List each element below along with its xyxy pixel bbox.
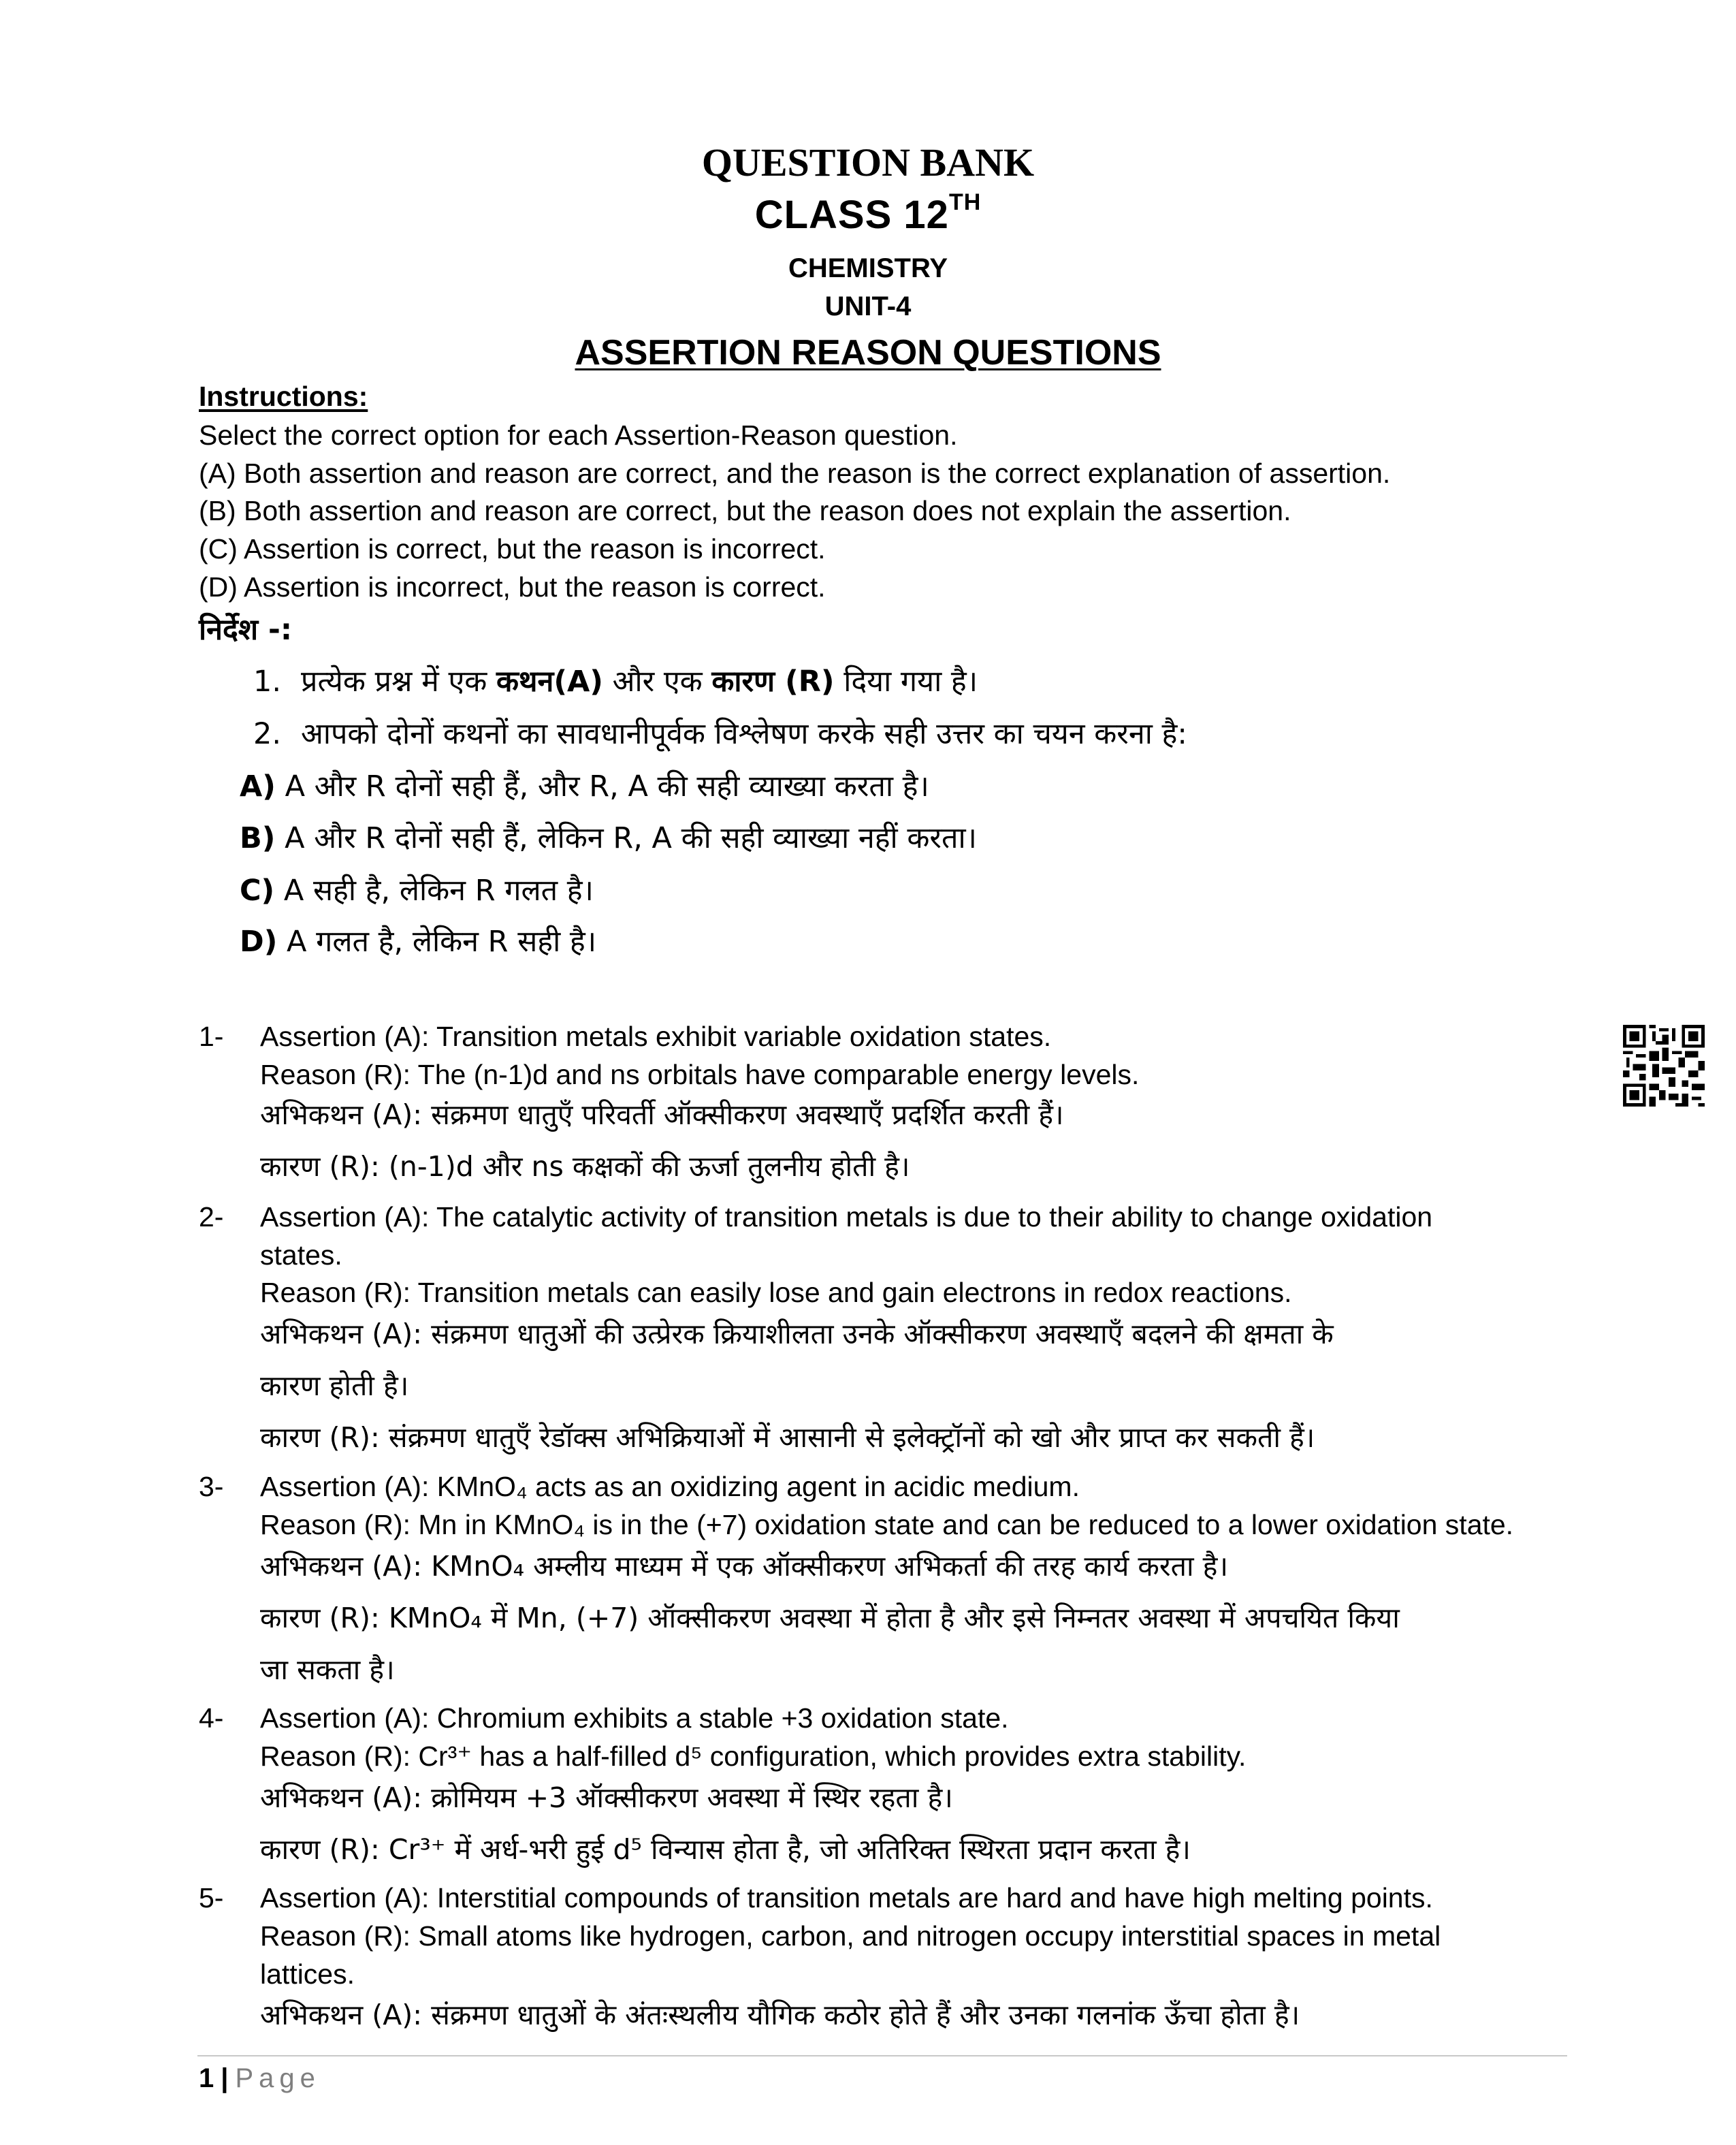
- question-hindi-reason: कारण (R): Cr³⁺ में अर्ध-भरी हुई d⁵ विन्यास होता है, जो अतिरिक्त स्थिरता प्रदान करता है।: [260, 1833, 1191, 1866]
- question-reason: Reason (R): Mn in KMnO₄ is in the (+7) oxidation state and can be reduced to a lower oxidation state.: [260, 1509, 1514, 1540]
- class-heading: [0, 189, 1736, 238]
- question-assertion: Assertion (A): The catalytic activity of transition metals is due to their ability to change oxidation: [260, 1201, 1433, 1233]
- hindi-instruction-point-1: [301, 667, 978, 697]
- question-hindi-assertion: अभिकथन (A): संक्रमण धातुओं के अंतःस्थलीय यौगिक कठोर होते हैं और उनका गलनांक ऊँचा होता है।: [260, 1999, 1300, 2031]
- hindi-text: दिया गया है।: [834, 665, 978, 699]
- class-heading-superscript: TH: [948, 189, 982, 215]
- question-reason: Reason (R): The (n-1)d and ns orbitals have comparable energy levels.: [260, 1059, 1140, 1090]
- option-label: D): [240, 925, 278, 959]
- instruction-line: (B) Both assertion and reason are correct, but the reason does not explain the assertion.: [199, 495, 1291, 526]
- question-hindi-assertion-continued: कारण होती है।: [260, 1369, 409, 1402]
- hindi-instruction-point-2: आपको दोनों कथनों का सावधानीपूर्वक विश्लेषण करके सही उत्तर का चयन करना है:: [301, 717, 1187, 751]
- question-number: 5-: [199, 1882, 224, 1913]
- question-hindi-reason: कारण (R): (n-1)d और ns कक्षकों की ऊर्जा तुलनीय होती है।: [260, 1150, 910, 1183]
- instruction-line: (D) Assertion is incorrect, but the reason is correct.: [199, 571, 826, 603]
- question-assertion-continued: states.: [260, 1239, 342, 1271]
- instruction-line: (A) Both assertion and reason are correct, and the reason is the correct explanation of assertion.: [199, 458, 1391, 489]
- question-reason: Reason (R): Small atoms like hydrogen, carbon, and nitrogen occupy interstitial spaces in metal: [260, 1920, 1441, 1952]
- question-hindi-assertion: अभिकथन (A): क्रोमियम +3 ऑक्सीकरण अवस्था में स्थिर रहता है।: [260, 1781, 953, 1814]
- hindi-option-a: [240, 769, 929, 804]
- question-assertion: Assertion (A): Transition metals exhibit variable oxidation states.: [260, 1021, 1052, 1052]
- class-heading-text: CLASS 12: [754, 193, 949, 237]
- footer-divider: [197, 2055, 1567, 2056]
- instructions-heading: Instructions:: [199, 381, 368, 412]
- option-label: A): [240, 769, 276, 804]
- question-reason-continued: lattices.: [260, 1958, 355, 1990]
- hindi-option-b: [240, 821, 977, 855]
- hindi-text: और एक: [602, 665, 712, 699]
- page-title: QUESTION BANK: [701, 140, 1035, 185]
- question-number: 1-: [199, 1021, 224, 1052]
- question-hindi-reason: कारण (R): संक्रमण धातुएँ रेडॉक्स अभिक्रियाओं में आसानी से इलेक्ट्रॉनों को खो और प्राप्त कर सकती हैं।: [260, 1421, 1315, 1454]
- option-label: C): [240, 874, 275, 908]
- question-hindi-assertion: अभिकथन (A): संक्रमण धातुओं की उत्प्रेरक क्रियाशीलता उनके ऑक्सीकरण अवस्थाएँ बदलने की क्षमता के: [260, 1318, 1334, 1350]
- instruction-line: Select the correct option for each Assertion-Reason question.: [199, 419, 958, 451]
- question-number: 4-: [199, 1702, 224, 1734]
- hindi-instructions-heading: निर्देश -:: [199, 613, 293, 647]
- unit-heading: UNIT-4: [824, 291, 912, 321]
- hindi-option-c: [240, 876, 594, 906]
- page-label: Page: [235, 2063, 321, 2093]
- question-assertion: Assertion (A): Chromium exhibits a stable +3 oxidation state.: [260, 1702, 1009, 1734]
- qr-code-icon: [1623, 1025, 1705, 1107]
- hindi-karan-term: कारण: [711, 665, 775, 699]
- option-text: A गलत है, लेकिन R सही है।: [277, 925, 597, 959]
- question-reason: Reason (R): Transition metals can easily lose and gain electrons in redox reactions.: [260, 1277, 1292, 1308]
- hindi-instruction-number: 1.: [253, 665, 282, 699]
- hindi-instruction-number: 2.: [253, 717, 282, 751]
- question-reason: Reason (R): Cr³⁺ has a half-filled d⁵ configuration, which provides extra stability.: [260, 1741, 1247, 1772]
- question-hindi-assertion: अभिकथन (A): संक्रमण धातुएँ परिवर्ती ऑक्सीकरण अवस्थाएँ प्रदर्शित करती हैं।: [260, 1098, 1064, 1131]
- option-text: A सही है, लेकिन R गलत है।: [274, 874, 594, 908]
- hindi-text: प्रत्येक प्रश्न में एक: [301, 665, 496, 699]
- page-footer: [199, 2063, 321, 2094]
- question-number: 3-: [199, 1471, 224, 1502]
- instruction-line: (C) Assertion is correct, but the reason is incorrect.: [199, 533, 826, 565]
- option-text: A और R दोनों सही हैं, और R, A की सही व्याख्या करता है।: [275, 769, 929, 804]
- page-separator: |: [221, 2063, 229, 2093]
- question-assertion: Assertion (A): KMnO₄ acts as an oxidizing agent in acidic medium.: [260, 1471, 1080, 1502]
- option-text: A और R दोनों सही हैं, लेकिन R, A की सही व्याख्या नहीं करता।: [275, 821, 977, 855]
- question-hindi-assertion: अभिकथन (A): KMnO₄ अम्लीय माध्यम में एक ऑक्सीकरण अभिकर्ता की तरह कार्य करता है।: [260, 1550, 1228, 1583]
- question-hindi-reason: कारण (R): KMnO₄ में Mn, (+7) ऑक्सीकरण अवस्था में होता है और इसे निम्नतर अवस्था में अपचयित किया: [260, 1602, 1400, 1634]
- question-number: 2-: [199, 1201, 224, 1233]
- page-number: 1: [199, 2063, 214, 2093]
- hindi-kathan-term: कथन(A): [496, 665, 603, 699]
- hindi-r-term: (R): [775, 665, 835, 699]
- question-hindi-reason-continued: जा सकता है।: [260, 1653, 395, 1686]
- option-label: B): [240, 821, 276, 855]
- hindi-option-d: [240, 927, 596, 957]
- section-heading: ASSERTION REASON QUESTIONS: [575, 333, 1161, 372]
- subject-heading: CHEMISTRY: [788, 253, 948, 283]
- question-assertion: Assertion (A): Interstitial compounds of transition metals are hard and have high melting points.: [260, 1882, 1433, 1913]
